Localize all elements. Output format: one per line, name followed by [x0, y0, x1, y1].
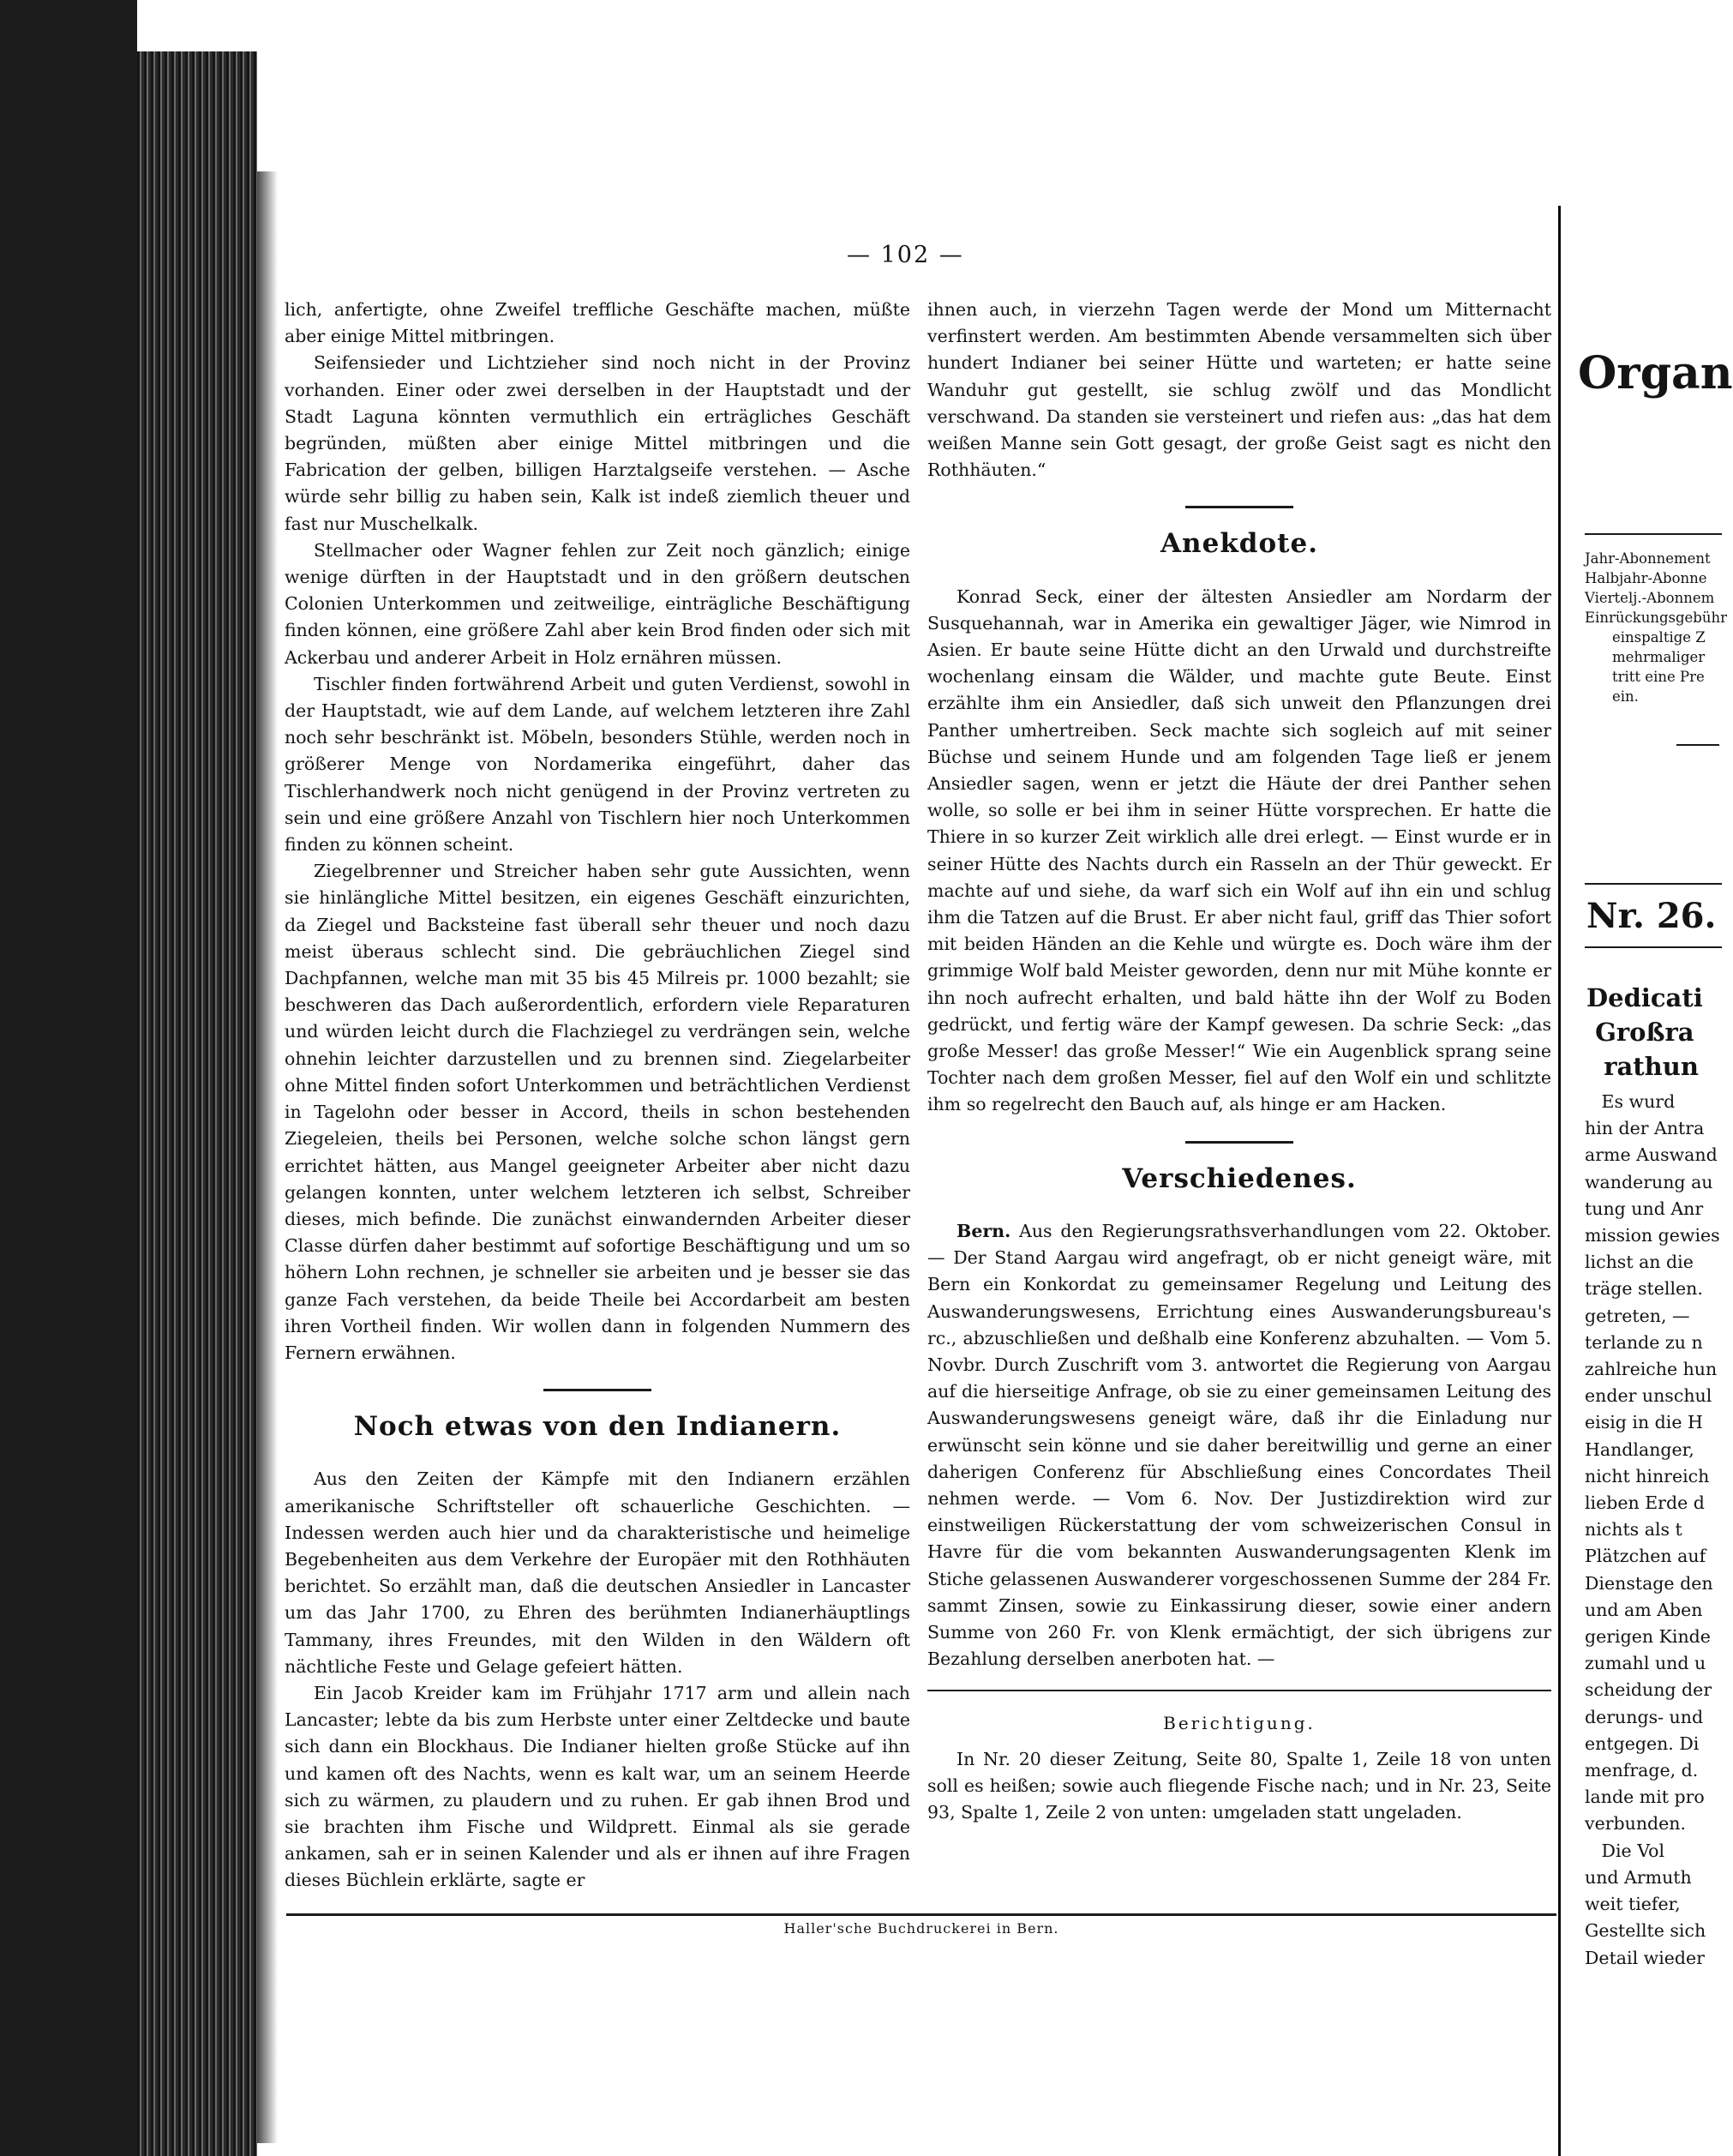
- next-page-fragment: [1561, 0, 1733, 2156]
- page-number: — 102 —: [847, 242, 964, 268]
- heading-berichtigung: Berichtigung.: [1163, 1713, 1316, 1734]
- section-rule: [1185, 1141, 1293, 1144]
- column-right: [927, 297, 1551, 1826]
- issue-number: Nr. 26.: [1586, 896, 1717, 936]
- paragraph-ziegelbrenner: Ziegelbrenner und Streicher haben sehr gute Aussichten, wenn sie hinlängliche Mittel besitzen, ein eigenes Geschäft einzurichten, da Ziegel und Backsteine fast überall sehr theuer und noch dazu meist überaus schlecht sind. Die gebräuchlichen Ziegel sind Dachpfannen, welche man mit 35 bis 45 Milreis pr. 1000 bezahlt; sie beschweren das Dach außerordentlich, erfordern viele Reparaturen und würden leicht durch die Flachziegel zu verdrängen sein, welche ohnehin leichter darzustellen und zu brennen sind. Ziegelarbeiter ohne Mittel finden sofort Unterkommen und beträchtlichen Verdienst in Tagelohn oder besser in Accord, theils in schon bestehenden Ziegeleien, theils bei Personen, welche solche schon längst gern errichtet hätten, aus Mangel geeigneter Arbeiter aber nicht dazu gelangen konnten, unter welchem letzteren ich selbst, Schreiber dieses, mich befinde. Die zunächst einwandernden Arbeiter dieser Classe dürfen daher bestimmt auf sofortige Beschäftigung und um so höhern Lohn rechnen, je schneller sie arbeiten und je besser sie das ganze Fach verstehen, da beide Theile bei Accordarbeit am besten ihren Vortheil finden. Wir wollen dann in folgenden Nummern des Fernern erwähnen.: [285, 861, 910, 1363]
- bottom-rule: [286, 1913, 1556, 1916]
- bern-lead: Bern.: [956, 1220, 1011, 1241]
- section-rule-wide: [927, 1690, 1551, 1691]
- paragraph-seifensieder: Seifensieder und Lichtzieher sind noch nicht in der Provinz vorhanden. Einer oder zwei derselben in der Hauptstadt und der Stadt Laguna könnten vermuthlich ein erträgliches Geschäft begründen, müßten aber einige Mittel mitbringen und die Fabrication der gelben, billigen Harztalgseife verstehen. — Asche würde sehr billig zu haben sein, Kalk ist indeß ziemlich theuer und fast nur Muschelkalk.: [285, 352, 910, 534]
- masthead-fragment: Organ: [1578, 347, 1733, 399]
- section-rule: [1185, 506, 1293, 508]
- heading-verschiedenes: Verschiedenes.: [1122, 1162, 1357, 1194]
- paragraph-stellmacher: Stellmacher oder Wagner fehlen zur Zeit noch gänzlich; einige wenige dürften in der Hauptstadt und in den größern deutschen Colonien Unterkommen und zeitweilige, einträgliche Beschäftigung finden können, eine größere Zahl aber kein Brod finden oder sich mit Ackerbau und anderer Arbeit in Holz ernähren müssen.: [285, 539, 910, 668]
- paragraph-indianer-cont: ihnen auch, in vierzehn Tagen werde der Mond um Mitternacht verfinstert werden. Am bestimmten Abende versammelten sich über hundert Indianer bei seiner Hütte und warteten; er hatte seine Wanduhr gut gestellt, sie schlug zwölf und das Mondlicht verschwand. Da standen sie versteinert und riefen aus: „das hat dem weißen Manne sein Gott gesagt, der große Geist sagt es nicht den Rothhäuten.“: [927, 299, 1551, 481]
- article-heading-fragment: Dedicati Großra rathun: [1586, 983, 1703, 1081]
- short-rule: [1676, 744, 1719, 746]
- paragraph-berichtigung: In Nr. 20 dieser Zeitung, Seite 80, Spalte 1, Zeile 18 von unten soll es heißen; sowie auch fliegende Fische nach; und in Nr. 23, Seite 93, Spalte 1, Zeile 2 von unten: umgeladen statt ungeladen.: [927, 1748, 1551, 1823]
- paragraph-indianer-2: Ein Jacob Kreider kam im Frühjahr 1717 arm und allein nach Lancaster; lebte da bis zum Herbste unter einer Zeltdecke und baute sich dann ein Blockhaus. Die Indianer hielten große Stücke auf ihn und kamen oft des Nachts, wenn es kalt war, um an seinem Heerde sich zu wärmen, zu plaudern und zu ruhen. Er gab ihnen Brod und sie brachten ihm Fische und Wildprett. Einmal als sie gerade ankamen, sah er in seinen Kalender und als er ihnen auf ihre Fragen dieses Büchlein erklärte, sagte er: [285, 1682, 910, 1891]
- paragraph-indianer-1: Aus den Zeiten der Kämpfe mit den Indianern erzählen amerikanische Schriftsteller oft schauerliche Geschichten. — Indessen werden auch hier und da charakteristische und heimelige Begebenheiten aus dem Verkehre der Europäer mit den Rothhäuten berichtet. So erzählt man, daß die deutschen Ansiedler in Lancaster um das Jahr 1700, zu Ehren des berühmten Indianerhäuptlings Tammany, ihres Freundes, mit den Wilden in den Wäldern oft nächtliche Feste und Gelage gefeiert hätten.: [285, 1468, 910, 1677]
- heading-indianer: Noch etwas von den Indianern.: [353, 1411, 842, 1443]
- article-body-fragment: Es wurd hin der Antra arme Auswand wanderung au tung und Anr mission gewies lichst an die träge stellen. getreten, — terlande zu n zahlreiche hun ender unschul eisig in die H Handlanger, nicht hinreich lieben Erde d nichts als t Plätzchen auf Dienstage den und am Aben gerigen Kinde zumahl und u scheidung der derungs- und entgegen. Di menfrage, d. lande mit pro verbunden. Die Vol und Armuth weit tiefer, Gestellte sich Detail wieder: [1585, 1091, 1720, 1968]
- inner-shadow: [257, 171, 278, 2143]
- subscription-info-2: einspaltige Z mehrmaliger tritt eine Pre ein.: [1612, 629, 1706, 705]
- issue-rule-bottom: [1585, 946, 1722, 948]
- paragraph-cont: lich, anfertigte, ohne Zweifel treffliche Geschäfte machen, müßte aber einige Mittel mitbringen.: [285, 299, 910, 347]
- bern-text: Aus den Regierungsrathsverhandlungen vom 22. Oktober. — Der Stand Aargau wird angefragt, ob er nicht geneigt wäre, mit Bern ein Konkordat zu gemeinsamer Regelung und Leitung des Auswanderungswesens, Errichtung eines Auswanderungsbureau's rc., abzuschließen und deßhalb eine Konferenz abzuhalten. — Vom 5. Novbr. Durch Zuschrift vom 3. antwortet die Regierung von Aargau auf die hierseitige Anfrage, ob sie zu einer gemeinsamen Leitung des Auswanderungswesens geneigt wäre, daß ihr die Einladung nur erwünscht sein könne und sie daher bereitwillig und gerne an einer daherigen Conferenz für Abschließung eines Concordates Theil nehmen werde. — Vom 6. Nov. Der Justizdirektion wird zur einstweiligen Rückerstattung der vom schweizerischen Consul in Havre für die vom bekannten Auswanderungsagenten Klenk im Stiche gelassenen Auswanderer vorgeschossenen Summe der 284 Fr. sammt Zinsen, sowie zu Einkassirung dieser, sowie einer andern Summe von 260 Fr. von Klenk ermächtigt, der sich übrigens zur Bezahlung derselben anerboten hat. —: [927, 1220, 1551, 1670]
- binding-gutter: [0, 0, 137, 2156]
- issue-rule-top: [1585, 883, 1722, 885]
- paragraph-anekdote: Konrad Seck, einer der ältesten Ansiedler am Nordarm der Susquehannah, war in Amerika ein gewaltiger Jäger, wie Nimrod in Asien. Er baute seine Hütte dicht an den Urwald und durchstreifte wochenlang einsam die Wälder, und machte gute Beute. Einst erzählte ihm ein Ansiedler, daß sich unweit den Pflanzungen drei Panther umhertreiben. Seck machte sich sogleich auf mit seiner Büchse und seinem Hunde und am folgenden Tage ließ er jenem Ansiedler sagen, wenn er jetzt die Häute der drei Panther sehen wolle, so solle er bei ihm in seiner Hütte vorsprechen. Er hatte die Thiere in so kurzer Zeit wirklich alle drei erlegt. — Einst wurde er in seiner Hütte des Nachts durch ein Rasseln an der Thür geweckt. Er machte auf und siehe, da warf sich ein Wolf auf ihn ein und schlug ihm die Tatzen auf die Brust. Er aber nicht faul, griff das Thier sofort mit beiden Händen an die Kehle und würgte es. Doch wäre ihm der grimmige Wolf bald Meister geworden, denn nur mit Mühe konnte er ihn noch aufrecht erhalten, und bald hätte ihn der Wolf zu Boden gedrückt, und fertig wäre der Kampf gewesen. Da schrie Seck: „das große Messer! das große Messer!“ Wie ein Augenblick sprang seine Tochter nach dem großen Messer, fiel auf den Wolf ein und schlitzte ihm so regelrecht den Bauch auf, als hinge er am Hacken.: [927, 586, 1551, 1115]
- heading-anekdote: Anekdote.: [1160, 528, 1318, 560]
- paragraph-bern: [927, 1218, 1551, 1673]
- page-edges: [137, 51, 257, 2156]
- masthead-rule: [1585, 533, 1722, 535]
- subscription-info: Jahr-Abonnement Halbjahr-Abonne Viertelj.-Abonnem Einrückungsgebühr: [1585, 550, 1728, 626]
- paragraph-tischler: Tischler finden fortwährend Arbeit und guten Verdienst, sowohl in der Hauptstadt, wie auf dem Lande, auf welchem letzteren ihre Zahl noch sehr beschränkt ist. Möbeln, besonders Stühle, werden noch in größerer Menge von Nordamerika eingeführt, daher das Tischlerhandwerk noch nicht genügend in der Provinz vertreten zu sein und eine größere Anzahl von Tischlern hier noch Unterkommen finden zu können scheint.: [285, 673, 910, 856]
- column-left: [285, 297, 910, 1895]
- section-rule: [543, 1389, 651, 1391]
- printer-imprint: Haller'sche Buchdruckerei in Bern.: [783, 1920, 1059, 1937]
